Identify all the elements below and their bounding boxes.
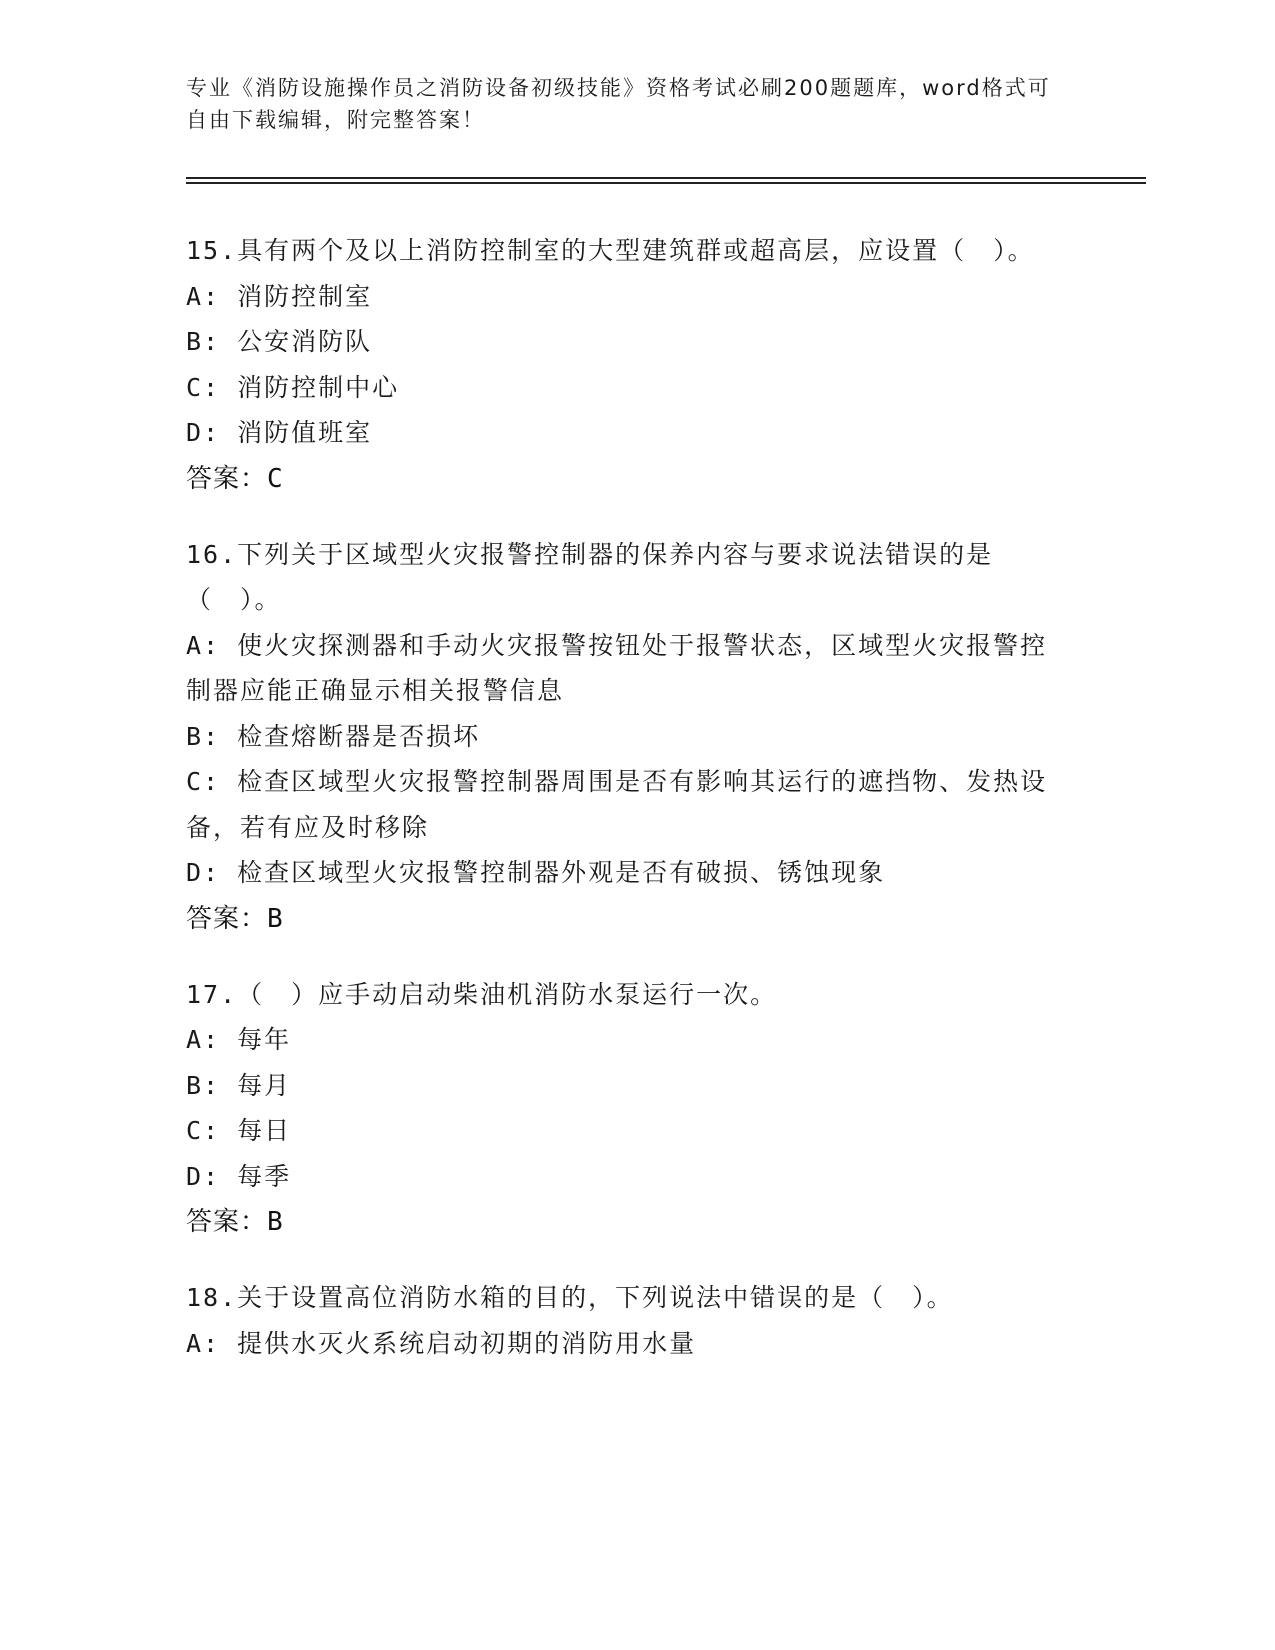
question-stem: 16.下列关于区域型火灾报警控制器的保养内容与要求说法错误的是（ ）。 bbox=[186, 539, 994, 614]
question-18 bbox=[186, 1275, 1066, 1366]
answer-value: C bbox=[267, 463, 284, 494]
answer-line bbox=[186, 896, 1066, 942]
question-stem: 17.（ ）应手动启动柴油机消防水泵运行一次。 bbox=[186, 979, 778, 1009]
question-16 bbox=[186, 532, 1066, 942]
option-a: A: 每年 bbox=[186, 1025, 292, 1054]
question-stem: 15.具有两个及以上消防控制室的大型建筑群或超高层，应设置（ ）。 bbox=[186, 236, 1035, 265]
option-b: B: 检查熔断器是否损坏 bbox=[186, 721, 481, 751]
question-list bbox=[186, 228, 1066, 1396]
option-a: A: 使火灾探测器和手动火灾报警按钮处于报警状态，区域型火灾报警控制器应能正确显示相关报警信息 bbox=[186, 630, 1048, 705]
answer-label: 答案： bbox=[186, 903, 268, 934]
answer-value: B bbox=[267, 903, 284, 934]
option-b: B: 每月 bbox=[186, 1070, 292, 1100]
header-divider-bottom bbox=[186, 182, 1146, 184]
header-divider-top bbox=[186, 177, 1146, 179]
answer-line bbox=[186, 1199, 1066, 1245]
answer-value: B bbox=[267, 1207, 284, 1237]
option-c: C: 每日 bbox=[186, 1116, 292, 1145]
question-15 bbox=[186, 228, 1066, 502]
question-17 bbox=[186, 972, 1066, 1246]
option-d: D: 检查区域型火灾报警控制器外观是否有破损、锈蚀现象 bbox=[186, 858, 886, 887]
answer-line bbox=[186, 456, 1066, 502]
option-a: A: 提供水灭火系统启动初期的消防用水量 bbox=[186, 1328, 697, 1358]
option-a: A: 消防控制室 bbox=[186, 281, 373, 311]
answer-label: 答案： bbox=[186, 463, 268, 494]
option-d: D: 消防值班室 bbox=[186, 418, 373, 447]
answer-label: 答案： bbox=[186, 1207, 268, 1237]
option-c: C: 检查区域型火灾报警控制器周围是否有影响其运行的遮挡物、发热设备，若有应及时移除 bbox=[186, 767, 1048, 842]
document-header: 专业《消防设施操作员之消防设备初级技能》资格考试必刷200题题库，word格式可自由下载编辑，附完整答案！ bbox=[186, 76, 1051, 132]
option-c: C: 消防控制中心 bbox=[186, 372, 400, 402]
question-stem: 18.关于设置高位消防水箱的目的，下列说法中错误的是（ ）。 bbox=[186, 1283, 954, 1312]
option-b: B: 公安消防队 bbox=[186, 327, 373, 356]
option-d: D: 每季 bbox=[186, 1161, 292, 1191]
